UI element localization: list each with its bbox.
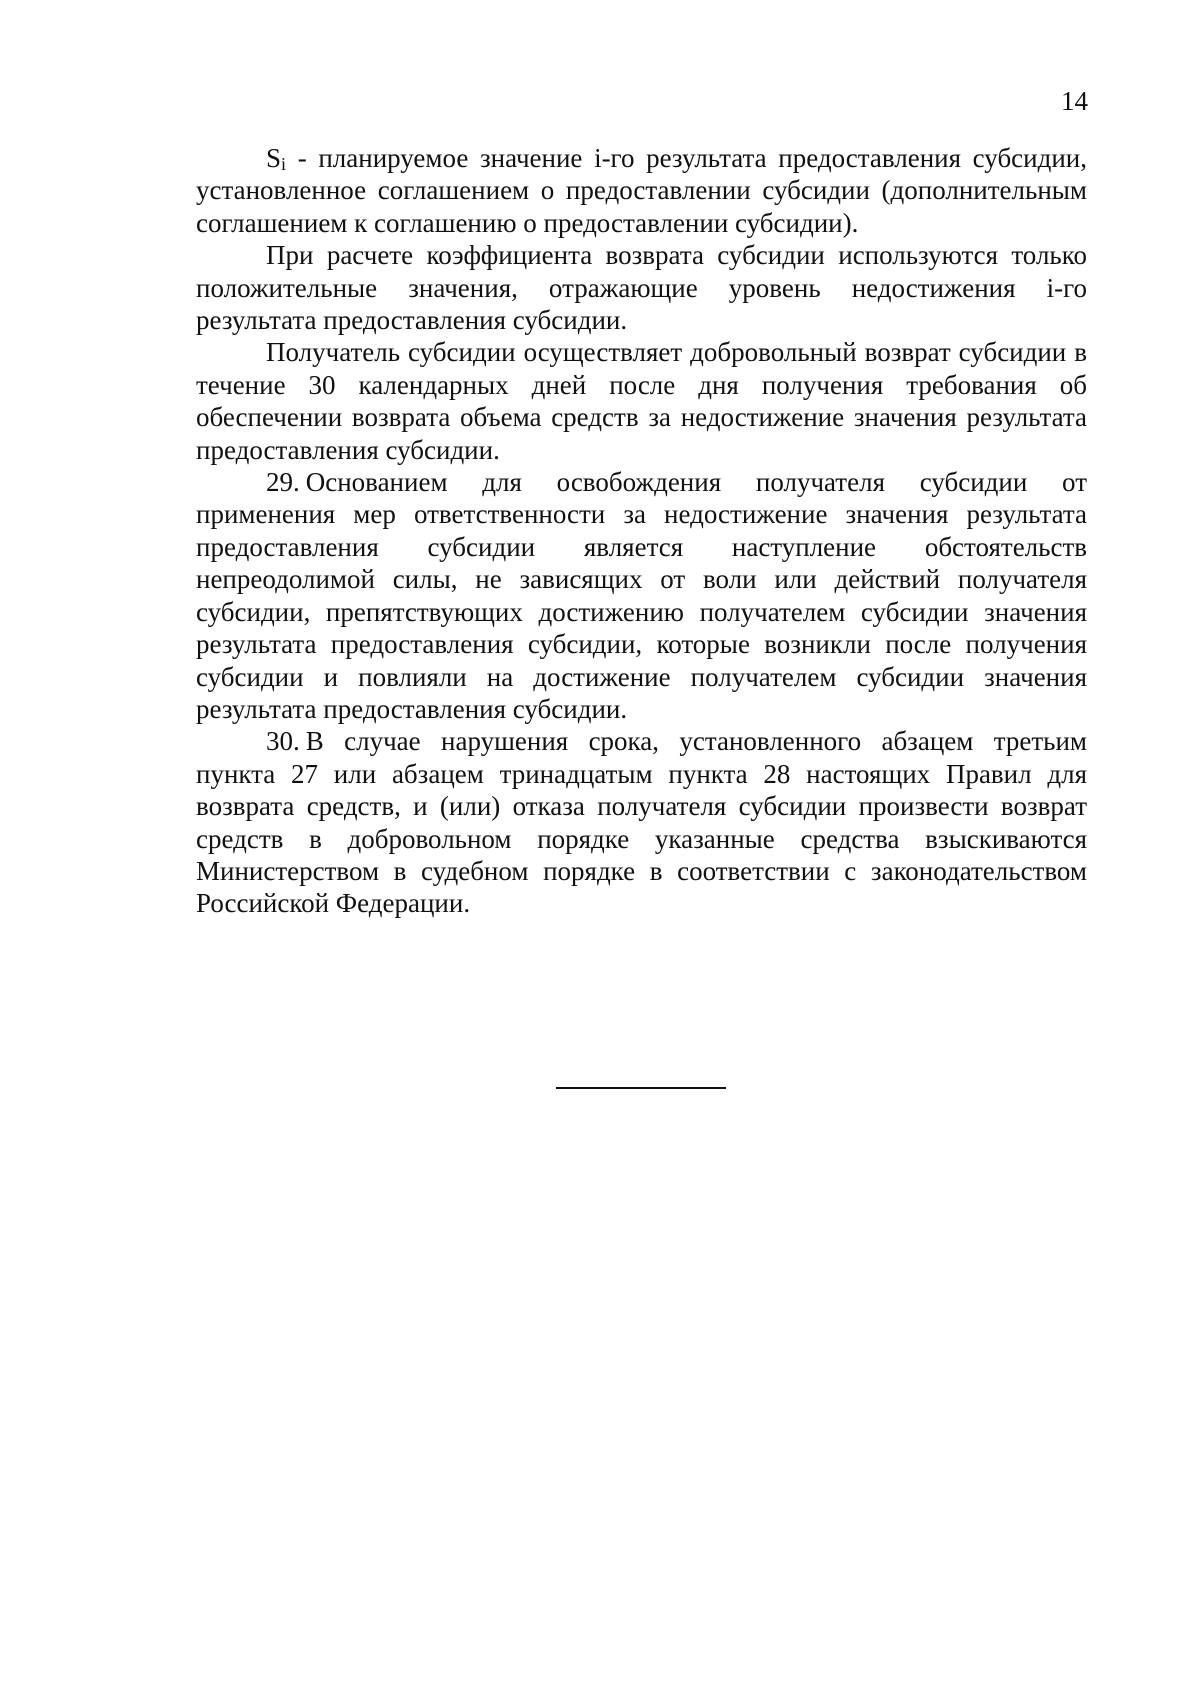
symbol-subscript-i: i [281,154,287,174]
clause-number: 30. [266,726,300,757]
paragraph-text: Получатель субсидии осуществляет добровольный возврат субсидии в течение 30 календарных дней после дня получения требования об обеспечении возврата объема средств за недостижение значения результата предоставления субсидии. [196,337,1087,465]
paragraph-positive-values [196,239,1087,336]
paragraph-text: Основанием для освобождения получателя субсидии от применения мер ответственности за недостижение значения результата предоставления субсидии является наступление обстоятельств непреодолимой силы, не зависящих от воли или действий получателя субсидии, препятствующих достижению получателем субсидии значения результата предоставления субсидии, которые возникли после получения субсидии и повлияли на достижение получателем субсидии значения результата предоставления субсидии. [196,467,1087,724]
paragraph-text: В случае нарушения срока, установленного абзацем третьим пункта 27 или абзацем тринадцатым пункта 28 настоящих Правил для возврата средств, и (или) отказа получателя субсидии произвести возврат средств в добровольном порядке указанные средства взыскиваются Министерством в судебном порядке в соответствии с законодательством Российской Федерации. [196,726,1087,919]
paragraph-29 [196,466,1087,725]
paragraph-text: При расчете коэффициента возврата субсидии используются только положительные значения, отражающие уровень недостижения i-го результата предоставления субсидии. [196,240,1087,336]
paragraph-si-definition [196,142,1087,239]
clause-number: 29. [266,467,300,498]
paragraph-voluntary-return [196,336,1087,466]
end-of-document-rule [556,1087,726,1089]
paragraph-text: - планируемое значение i-го результата предоставления субсидии, установленное соглашением о предоставлении субсидии (дополнительным соглашением к соглашению о предоставлении субсидии). [196,143,1087,238]
document-body [196,142,1087,920]
page-number: 14 [1061,86,1088,116]
symbol-s: S [266,143,282,173]
paragraph-30 [196,725,1087,919]
